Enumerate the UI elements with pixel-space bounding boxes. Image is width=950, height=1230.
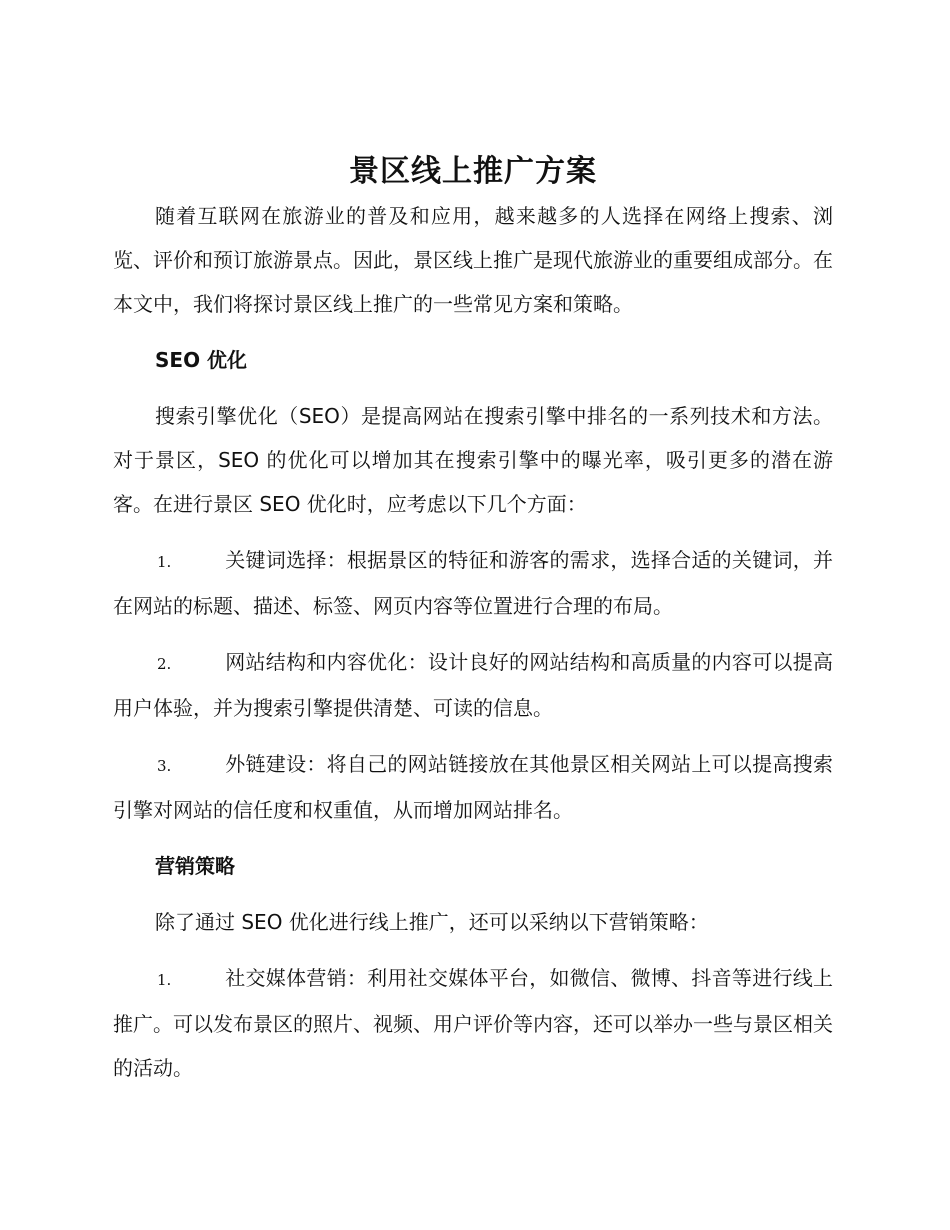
list-item	[113, 956, 833, 1090]
list-item-text: 网站结构和内容优化：设计良好的网站结构和高质量的内容可以提高用户体验，并为搜索引擎提供清楚、可读的信息。	[113, 650, 833, 720]
list-item-number: 2.	[157, 655, 172, 673]
section-heading-seo: SEO 优化	[155, 348, 248, 372]
list-item	[113, 538, 833, 628]
list-item-number: 1.	[157, 553, 172, 571]
list-item-text: 外链建设：将自己的网站链接放在其他景区相关网站上可以提高搜索引擎对网站的信任度和权重值，从而增加网站排名。	[113, 752, 833, 822]
list-item-text: 关键词选择：根据景区的特征和游客的需求，选择合适的关键词，并在网站的标题、描述、标签、网页内容等位置进行合理的布局。	[113, 548, 833, 618]
document-title: 景区线上推广方案	[349, 154, 597, 189]
list-item-text: 社交媒体营销：利用社交媒体平台，如微信、微博、抖音等进行线上推广。可以发布景区的照片、视频、用户评价等内容，还可以举办一些与景区相关的活动。	[113, 966, 833, 1080]
intro-paragraph: 随着互联网在旅游业的普及和应用，越来越多的人选择在网络上搜索、浏览、评价和预订旅游景点。因此，景区线上推广是现代旅游业的重要组成部分。在本文中，我们将探讨景区线上推广的一些常见方案和策略。	[113, 204, 833, 316]
list-item-number: 1.	[157, 971, 172, 989]
list-item	[113, 742, 833, 832]
list-item	[113, 640, 833, 730]
section-paragraph-seo: 搜索引擎优化（SEO）是提高网站在搜索引擎中排名的一系列技术和方法。对于景区，SEO 的优化可以增加其在搜索引擎中的曝光率，吸引更多的潜在游客。在进行景区 SEO 优化时，应考虑以下几个方面：	[113, 404, 833, 516]
section-heading-marketing: 营销策略	[155, 854, 235, 878]
section-paragraph-marketing: 除了通过 SEO 优化进行线上推广，还可以采纳以下营销策略：	[155, 910, 709, 934]
list-item-number: 3.	[157, 757, 172, 775]
document-body	[113, 150, 833, 1090]
